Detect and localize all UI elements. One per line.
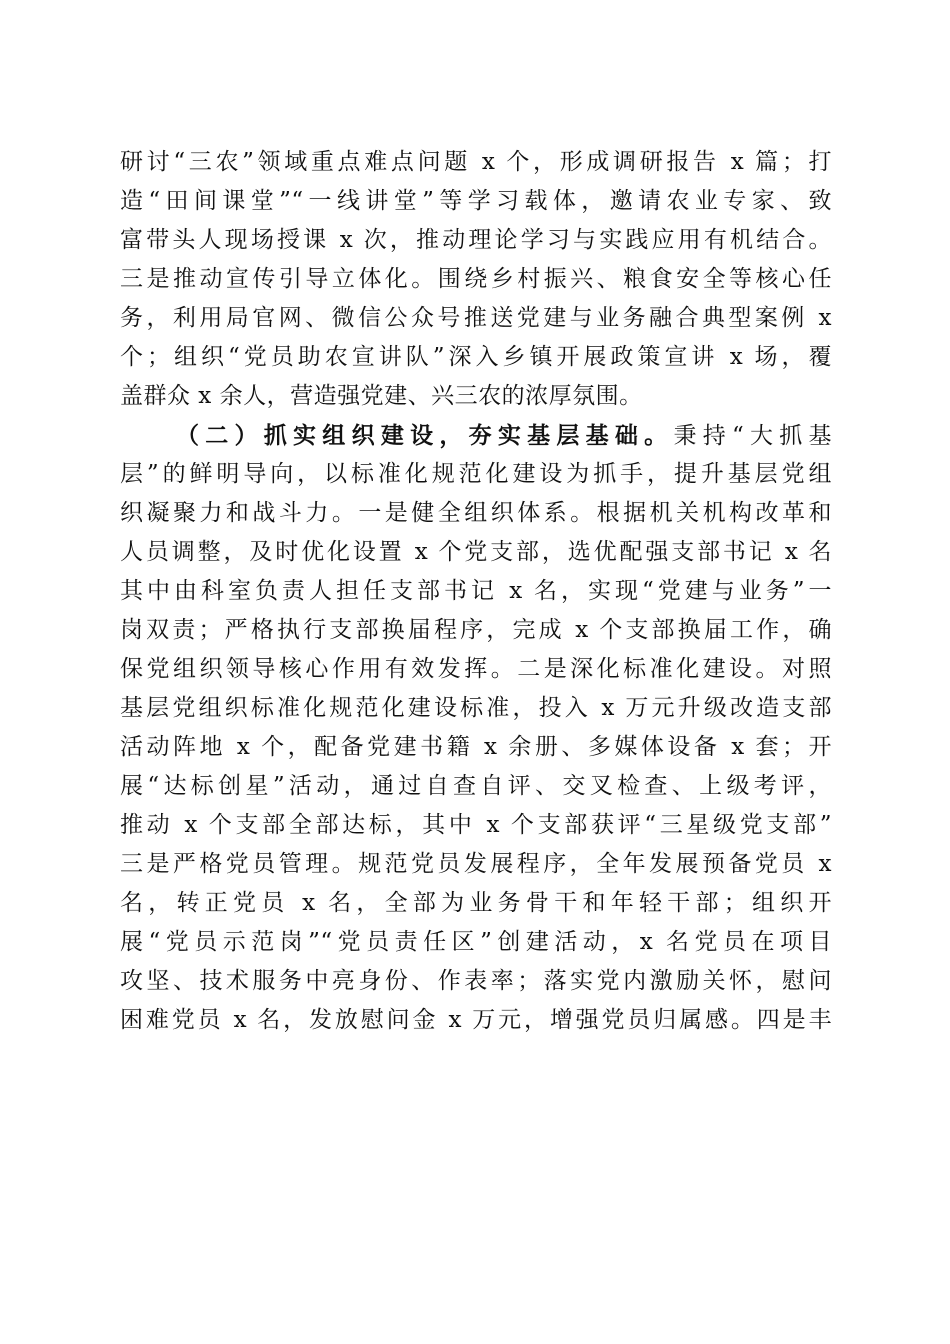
text-line: 富带头人现场授课 x 次，推动理论学习与实践应用有机结合。	[120, 227, 832, 253]
text-line: 层”的鲜明导向，以标准化规范化建设为抓手，提升基层党组	[120, 461, 832, 487]
section-heading: （二）抓实组织建设，夯实基层基础。	[176, 422, 674, 449]
text-line: 保党组织领导核心作用有效发挥。二是深化标准化建设。对照	[120, 656, 832, 682]
text-line: 其中由科室负责人担任支部书记 x 名，实现“党建与业务”一	[120, 578, 832, 604]
text-line: 推动 x 个支部全部达标，其中 x 个支部获评“三星级党支部”	[120, 812, 832, 838]
text-line: 织凝聚力和战斗力。一是健全组织体系。根据机关机构改革和	[120, 500, 832, 526]
body-text	[120, 143, 832, 1079]
section-intro: 秉持“大抓基	[673, 423, 832, 449]
text-line: 三是严格党员管理。规范党员发展程序，全年发展预备党员 x	[120, 851, 832, 877]
text-line: 展“党员示范岗”“党员责任区”创建活动，x 名党员在项目	[120, 929, 832, 955]
text-line: 人员调整，及时优化设置 x 个党支部，选优配强支部书记 x 名	[120, 539, 832, 565]
text-line: 展“达标创星”活动，通过自查自评、交叉检查、上级考评，	[120, 773, 832, 799]
text-line	[120, 1040, 832, 1079]
text-line: 困难党员 x 名，发放慰问金 x 万元，增强党员归属感。四是丰	[120, 1007, 832, 1033]
text-line: 三是推动宣传引导立体化。围绕乡村振兴、粮食安全等核心任	[120, 266, 832, 292]
text-line: 攻坚、技术服务中亮身份、作表率；落实党内激励关怀，慰问	[120, 968, 832, 994]
text-line: 务，利用局官网、微信公众号推送党建与业务融合典型案例 x	[120, 305, 832, 331]
text-line: 名，转正党员 x 名，全部为业务骨干和年轻干部；组织开	[120, 890, 832, 916]
text-line: 造“田间课堂”“一线讲堂”等学习载体，邀请农业专家、致	[120, 188, 832, 214]
text-line: 基层党组织标准化规范化建设标准，投入 x 万元升级改造支部	[120, 695, 832, 721]
text-line: 岗双责；严格执行支部换届程序，完成 x 个支部换届工作，确	[120, 617, 832, 643]
text-line: 盖群众 x 余人，营造强党建、兴三农的浓厚氛围。	[120, 383, 643, 409]
section-heading-line	[120, 416, 832, 455]
text-line: 个；组织“党员助农宣讲队”深入乡镇开展政策宣讲 x 场，覆	[120, 344, 832, 370]
text-line: 活动阵地 x 个，配备党建书籍 x 余册、多媒体设备 x 套；开	[120, 734, 832, 760]
text-line: 研讨“三农”领域重点难点问题 x 个，形成调研报告 x 篇；打	[120, 149, 832, 175]
